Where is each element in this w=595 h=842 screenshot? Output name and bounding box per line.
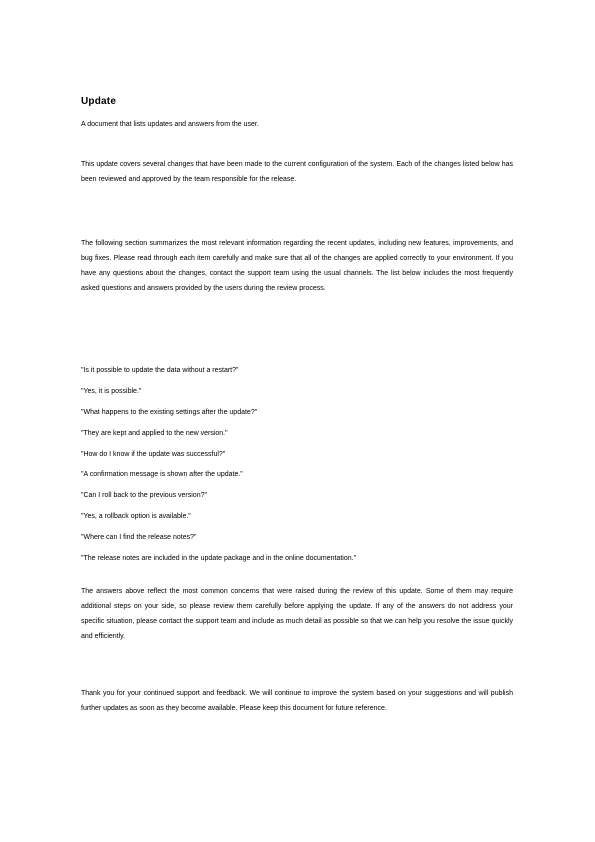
qa-list bbox=[81, 367, 513, 576]
qa-line: "How do I know if the update was successful?" bbox=[81, 450, 226, 458]
qa-line: "Can I roll back to the previous version?" bbox=[81, 492, 207, 500]
qa-line: "The release notes are included in the update package and in the online documentation." bbox=[81, 555, 357, 563]
answers-paragraph: The answers above reflect the most common concerns that were raised during the review of this update. Some of them may require additional steps on your side, so please review them carefully before applying the update. If any of the answers do not address your specific situation, please contact the support team and include as much detail as possible so that we can help you resolve the issue quickly and efficiently. bbox=[81, 588, 513, 640]
document-subtitle: A document that lists updates and answers from the user. bbox=[81, 121, 259, 128]
qa-line: "They are kept and applied to the new version." bbox=[81, 429, 228, 437]
qa-line: "What happens to the existing settings after the update?" bbox=[81, 408, 258, 416]
intro-paragraph: This update covers several changes that have been made to the current configuration of the system. Each of the changes listed below has been reviewed and approved by the team responsible for the release. bbox=[81, 161, 513, 183]
qa-line: "Where can I find the release notes?" bbox=[81, 534, 197, 542]
qa-line: "Yes, a rollback option is available." bbox=[81, 513, 191, 521]
document-title: Update bbox=[81, 96, 117, 107]
summary-paragraph: The following section summarizes the most relevant information regarding the recent updates, including new features, improvements, and bug fixes. Please read through each item carefully and make sure that all of the changes are applied correctly to your environment. If you have any questions about the changes, contact the support team using the usual channels. The list below includes the most frequently asked questions and answers provided by the users during the review process. bbox=[81, 240, 513, 292]
qa-line: "Is it possible to update the data without a restart?" bbox=[81, 367, 239, 374]
qa-line: "A confirmation message is shown after the update." bbox=[81, 471, 243, 479]
closing-paragraph: Thank you for your continued support and feedback. We will continue to improve the system based on your suggestions and will publish further updates as soon as they become available. Please keep this document for future reference. bbox=[81, 690, 513, 712]
qa-line: "Yes, it is possible." bbox=[81, 387, 142, 395]
